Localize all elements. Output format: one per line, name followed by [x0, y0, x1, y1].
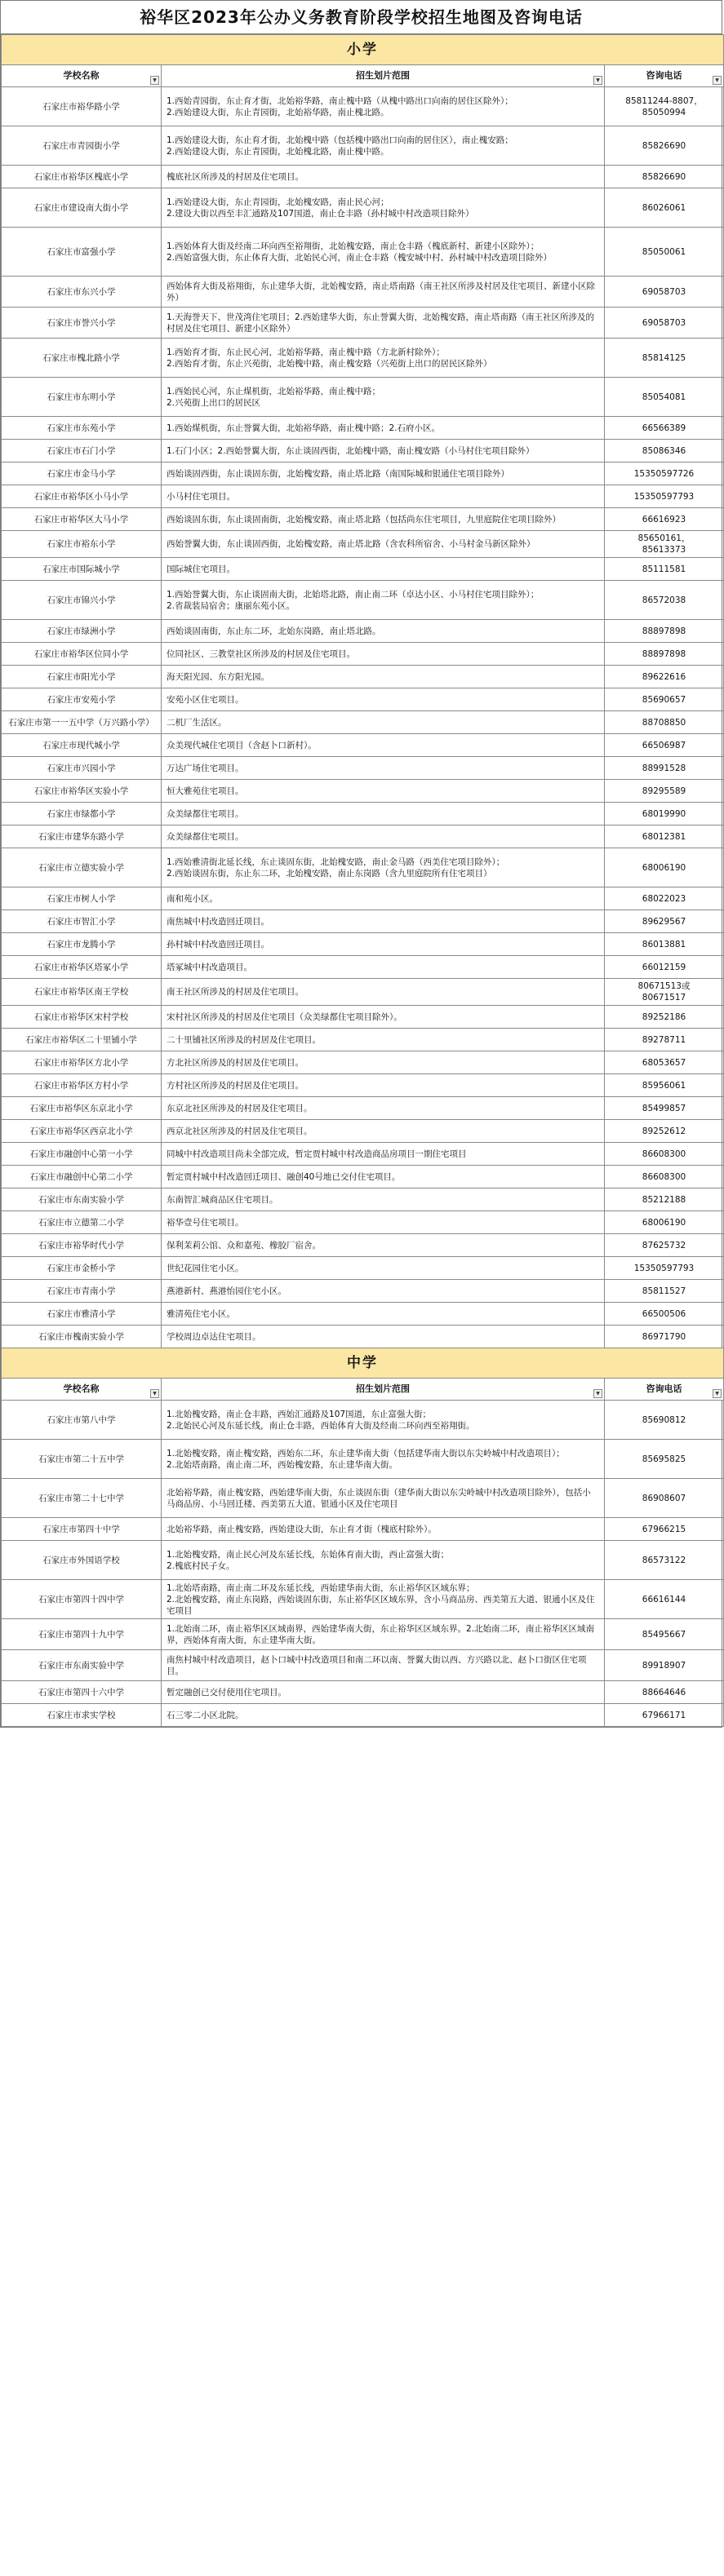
filter-dropdown-icon[interactable]: ▼: [593, 1389, 602, 1398]
admission-range-cell: 塔冢城中村改造项目。: [162, 956, 605, 979]
filter-dropdown-icon[interactable]: ▼: [150, 76, 159, 85]
school-name-cell: 石家庄市绿洲小学: [2, 620, 162, 643]
admission-range-cell: 南和苑小区。: [162, 887, 605, 910]
table-row: [2, 666, 724, 688]
table-row: [2, 1326, 724, 1348]
school-name-cell: 石家庄市锦兴小学: [2, 581, 162, 620]
school-name-cell: 石家庄市裕华时代小学: [2, 1234, 162, 1257]
school-name-cell: 石家庄市东兴小学: [2, 277, 162, 308]
school-name-cell: 石家庄市第四十九中学: [2, 1619, 162, 1650]
admission-range-cell: 东南智汇城商品区住宅项目。: [162, 1188, 605, 1211]
admission-range-cell: 方村社区所涉及的村居及住宅项目。: [162, 1074, 605, 1097]
table-row: [2, 87, 724, 126]
phone-cell: 85050061: [605, 228, 724, 277]
table-row: [2, 1234, 724, 1257]
table-row: [2, 643, 724, 666]
phone-cell: 66566389: [605, 417, 724, 440]
phone-cell: 85690812: [605, 1401, 724, 1440]
admission-range-cell: 二机厂生活区。: [162, 711, 605, 734]
phone-cell: 85495667: [605, 1619, 724, 1650]
school-name-cell: 石家庄市第四十中学: [2, 1518, 162, 1541]
table-row: [2, 485, 724, 508]
admission-range-cell: 方北社区所涉及的村居及住宅项目。: [162, 1051, 605, 1074]
column-header-row: [2, 1379, 724, 1401]
admissions-table: [1, 34, 724, 1727]
table-row: [2, 126, 724, 166]
school-name-cell: 石家庄市外国语学校: [2, 1541, 162, 1580]
admission-range-cell: 西始体育大街及裕翔街，东止建华大街，北始槐安路，南止塔南路（南王社区所涉及村居及住宅项目、新建小区除外）: [162, 277, 605, 308]
school-name-cell: 石家庄市第四十四中学: [2, 1580, 162, 1619]
school-name-cell: 石家庄市东南实验小学: [2, 1188, 162, 1211]
table-row: [2, 1166, 724, 1188]
table-row: [2, 188, 724, 228]
admission-range-cell: 1.西始誉翼大街，东止谈固南大街，北始塔北路，南止南二环（卓达小区、小马村住宅项目除外）； 2.省裁装局宿舍；康丽东苑小区。: [162, 581, 605, 620]
section-header: [2, 1348, 724, 1379]
phone-cell: 66616923: [605, 508, 724, 531]
phone-cell: 89622616: [605, 666, 724, 688]
admission-range-cell: 1.西始建设大街，东止育才街，北始槐中路（包括槐中路出口向南的居住区），南止槐安路； 2.西始建设大街，东止青园街，北始槐北路，南止槐中路。: [162, 126, 605, 166]
school-name-cell: 石家庄市青南小学: [2, 1280, 162, 1303]
table-row: [2, 979, 724, 1006]
admission-range-cell: 西始谈固西街，东止谈固东街，北始槐安路，南止塔北路（南国际城和银通住宅项目除外）: [162, 463, 605, 485]
school-name-cell: 石家庄市裕华区二十里铺小学: [2, 1029, 162, 1051]
phone-cell: 68006190: [605, 1211, 724, 1234]
table-row: [2, 1580, 724, 1619]
school-name-cell: 石家庄市绿都小学: [2, 803, 162, 825]
phone-cell: 88708850: [605, 711, 724, 734]
phone-cell: 85956061: [605, 1074, 724, 1097]
table-row: [2, 1401, 724, 1440]
phone-cell: 86573122: [605, 1541, 724, 1580]
admission-range-cell: 北始裕华路，南止槐安路，西始建设大街，东止育才街（槐底村除外）。: [162, 1518, 605, 1541]
table-row: [2, 1143, 724, 1166]
table-row: [2, 1280, 724, 1303]
admission-range-cell: 西始谈固南街，东止东二环，北始东岗路，南止塔北路。: [162, 620, 605, 643]
table-row: [2, 1650, 724, 1681]
school-name-cell: 石家庄市国际城小学: [2, 558, 162, 581]
phone-cell: 85054081: [605, 378, 724, 417]
admission-range-cell: 小马村住宅项目。: [162, 485, 605, 508]
phone-cell: 67966171: [605, 1704, 724, 1727]
section-title: 小学: [2, 35, 724, 65]
admission-range-cell: 海天阳光园、东方阳光园。: [162, 666, 605, 688]
admission-range-cell: 西始誉翼大街，东止谈固西街，北始槐安路，南止塔北路（含农科所宿舍、小马村金马新区除外）: [162, 531, 605, 558]
column-header-school: 学校名称 ▼: [2, 65, 162, 87]
phone-cell: 66506987: [605, 734, 724, 757]
school-name-cell: 石家庄市裕华区方村小学: [2, 1074, 162, 1097]
table-row: [2, 1479, 724, 1518]
admission-range-cell: 暂定贾村城中村改造回迁项目、融创40号地已交付住宅项目。: [162, 1166, 605, 1188]
admission-range-cell: 1.北始槐安路，南止槐安路，西始东二环，东止建华南大街（包括建华南大街以东尖岭城中村改造项目）； 2.北始塔南路，南止南二环，西始槐安路，东止建华南大街。: [162, 1440, 605, 1479]
table-row: [2, 757, 724, 780]
school-name-cell: 石家庄市东南实验中学: [2, 1650, 162, 1681]
phone-cell: 68006190: [605, 848, 724, 887]
admission-range-cell: 西京北社区所涉及的村居及住宅项目。: [162, 1120, 605, 1143]
school-name-cell: 石家庄市裕华区实验小学: [2, 780, 162, 803]
table-row: [2, 1619, 724, 1650]
phone-cell: 68019990: [605, 803, 724, 825]
admission-range-cell: 1.北始南二环，南止裕华区区域南界，西始建华南大街，东止裕华区区域东界。2.北始南二环，南止裕华区区域南界，西始体育南大街，东止建华南大街。: [162, 1619, 605, 1650]
table-row: [2, 780, 724, 803]
table-row: [2, 1029, 724, 1051]
admission-range-cell: 众美绿都住宅项目。: [162, 825, 605, 848]
table-row: [2, 620, 724, 643]
phone-cell: 89629567: [605, 910, 724, 933]
filter-dropdown-icon[interactable]: ▼: [593, 76, 602, 85]
phone-cell: 85814125: [605, 339, 724, 378]
phone-cell: 86026061: [605, 188, 724, 228]
admission-range-cell: 东京北社区所涉及的村居及住宅项目。: [162, 1097, 605, 1120]
table-row: [2, 378, 724, 417]
table-row: [2, 1051, 724, 1074]
table-row: [2, 166, 724, 188]
table-row: [2, 825, 724, 848]
school-name-cell: 石家庄市龙腾小学: [2, 933, 162, 956]
school-name-cell: 石家庄市智汇小学: [2, 910, 162, 933]
admission-range-cell: 世纪花园住宅小区。: [162, 1257, 605, 1280]
table-row: [2, 1704, 724, 1727]
phone-cell: 68022023: [605, 887, 724, 910]
table-row: [2, 956, 724, 979]
table-row: [2, 1006, 724, 1029]
phone-cell: 85650161， 85613373: [605, 531, 724, 558]
school-name-cell: 石家庄市第一一五中学（万兴路小学）: [2, 711, 162, 734]
school-name-cell: 石家庄市建设南大街小学: [2, 188, 162, 228]
admission-range-cell: 南焦城中村改造回迁项目。: [162, 910, 605, 933]
school-name-cell: 石家庄市金马小学: [2, 463, 162, 485]
phone-cell: 89252612: [605, 1120, 724, 1143]
table-row: [2, 1120, 724, 1143]
phone-cell: 69058703: [605, 277, 724, 308]
table-row: [2, 1541, 724, 1580]
phone-cell: 86572038: [605, 581, 724, 620]
table-row: [2, 440, 724, 463]
admission-range-cell: 雅清苑住宅小区。: [162, 1303, 605, 1326]
table-row: [2, 848, 724, 887]
school-name-cell: 石家庄市槐北路小学: [2, 339, 162, 378]
table-row: [2, 910, 724, 933]
phone-cell: 87625732: [605, 1234, 724, 1257]
phone-cell: 86608300: [605, 1166, 724, 1188]
school-name-cell: 石家庄市金桥小学: [2, 1257, 162, 1280]
admission-range-cell: 1.西始体育大街及经南二环向西至裕翔街，北始槐安路，南止仓丰路（槐底新村、新建小区除外）； 2.西始富强大街，东止体育大街，北始民心河，南止仓丰路（槐安城中村、孙村城中村改造项目除外）: [162, 228, 605, 277]
column-header-range: 招生划片范围 ▼: [162, 65, 605, 87]
table-row: [2, 1188, 724, 1211]
admission-range-cell: 二十里铺社区所涉及的村居及住宅项目。: [162, 1029, 605, 1051]
phone-cell: 85086346: [605, 440, 724, 463]
table-row: [2, 1303, 724, 1326]
page-title: 裕华区2023年公办义务教育阶段学校招生地图及咨询电话: [1, 1, 722, 34]
column-header-row: [2, 65, 724, 87]
admission-range-cell: 1.北始塔南路，南止南二环及东延长线，西始建华南大街，东止裕华区区域东界； 2.北始槐安路，南止东岗路，西始谈固东街，东止裕华区区域东界，含小马商品房、西美第五大道、银通小区及住宅项目: [162, 1580, 605, 1619]
table-row: [2, 581, 724, 620]
school-name-cell: 石家庄市第四十六中学: [2, 1681, 162, 1704]
school-name-cell: 石家庄市槐南实验小学: [2, 1326, 162, 1348]
table-row: [2, 1097, 724, 1120]
admission-range-cell: 1.北始槐安路，南止民心河及东延长线，东始体育南大街，西止富强大街； 2.槐底村民子女。: [162, 1541, 605, 1580]
school-name-cell: 石家庄市东明小学: [2, 378, 162, 417]
school-name-cell: 石家庄市树人小学: [2, 887, 162, 910]
table-row: [2, 277, 724, 308]
table-row: [2, 508, 724, 531]
table-row: [2, 734, 724, 757]
admission-range-cell: 位同社区、三教堂社区所涉及的村居及住宅项目。: [162, 643, 605, 666]
table-row: [2, 308, 724, 339]
school-name-cell: 石家庄市东苑小学: [2, 417, 162, 440]
phone-cell: 88897898: [605, 643, 724, 666]
table-row: [2, 228, 724, 277]
phone-cell: 89278711: [605, 1029, 724, 1051]
school-name-cell: 石家庄市裕华区位同小学: [2, 643, 162, 666]
admission-range-cell: 裕华壹号住宅项目。: [162, 1211, 605, 1234]
column-header-range: 招生划片范围 ▼: [162, 1379, 605, 1401]
admission-range-cell: 南焦村城中村改造项目，赵卜口城中村改造项目和南二环以南、誉翼大街以西、方兴路以北、赵卜口街区住宅项目。: [162, 1650, 605, 1681]
phone-cell: 85811527: [605, 1280, 724, 1303]
school-name-cell: 石家庄市立德实验小学: [2, 848, 162, 887]
table-row: [2, 463, 724, 485]
admission-range-cell: 1.西始煤机街，东止誉翼大街，北始裕华路，南止槐中路；2.石府小区。: [162, 417, 605, 440]
school-name-cell: 石家庄市立德第二小学: [2, 1211, 162, 1234]
admission-range-cell: 学校周边卓达住宅项目。: [162, 1326, 605, 1348]
school-name-cell: 石家庄市裕华区槐底小学: [2, 166, 162, 188]
admission-range-cell: 众美现代城住宅项目（含赵卜口新村）。: [162, 734, 605, 757]
phone-cell: 85499857: [605, 1097, 724, 1120]
phone-cell: 85811244-8807， 85050994: [605, 87, 724, 126]
table-row: [2, 688, 724, 711]
admission-range-cell: 恒大雅苑住宅项目。: [162, 780, 605, 803]
admission-range-cell: 西始谈固东街，东止谈固南街，北始槐安路，南止塔北路（包括尚东住宅项目，九里庭院住宅项目除外）: [162, 508, 605, 531]
phone-cell: 85826690: [605, 166, 724, 188]
school-name-cell: 石家庄市青园街小学: [2, 126, 162, 166]
table-row: [2, 933, 724, 956]
phone-cell: 86908607: [605, 1479, 724, 1518]
table-row: [2, 417, 724, 440]
phone-cell: 86971790: [605, 1326, 724, 1348]
phone-cell: 15350597793: [605, 1257, 724, 1280]
phone-cell: 89295589: [605, 780, 724, 803]
school-name-cell: 石家庄市裕华区南王学校: [2, 979, 162, 1006]
table-row: [2, 531, 724, 558]
admission-range-cell: 万达广场住宅项目。: [162, 757, 605, 780]
table-row: [2, 1681, 724, 1704]
admission-range-cell: 国际城住宅项目。: [162, 558, 605, 581]
table-row: [2, 339, 724, 378]
table-row: [2, 1211, 724, 1234]
school-name-cell: 石家庄市裕华区小马小学: [2, 485, 162, 508]
phone-cell: 68012381: [605, 825, 724, 848]
school-name-cell: 石家庄市誉兴小学: [2, 308, 162, 339]
admission-range-cell: 1.西始青园街，东止育才街，北始裕华路，南止槐中路（从槐中路出口向南的居住区除外）； 2.西始建设大街，东止青园街，北始裕华路，南止槐北路。: [162, 87, 605, 126]
admission-range-cell: 众美绿都住宅项目。: [162, 803, 605, 825]
school-name-cell: 石家庄市裕华区西京北小学: [2, 1120, 162, 1143]
school-name-cell: 石家庄市建华东路小学: [2, 825, 162, 848]
phone-cell: 66012159: [605, 956, 724, 979]
phone-cell: 88991528: [605, 757, 724, 780]
column-header-phone: 咨询电话 ▼: [605, 1379, 724, 1401]
table-row: [2, 558, 724, 581]
phone-cell: 85695825: [605, 1440, 724, 1479]
school-name-cell: 石家庄市雅清小学: [2, 1303, 162, 1326]
phone-cell: 89252186: [605, 1006, 724, 1029]
phone-cell: 88897898: [605, 620, 724, 643]
school-name-cell: 石家庄市融创中心第二小学: [2, 1166, 162, 1188]
phone-cell: 85826690: [605, 126, 724, 166]
phone-cell: 89918907: [605, 1650, 724, 1681]
school-name-cell: 石家庄市裕东小学: [2, 531, 162, 558]
filter-dropdown-icon[interactable]: ▼: [713, 1389, 722, 1398]
admission-range-cell: 北始裕华路，南止槐安路，西始建华南大街，东止谈固东街（建华南大街以东尖岭城中村改造项目除外），包括小马商品房、小马回迁楼、西美第五大道、银通小区及住宅项目: [162, 1479, 605, 1518]
phone-cell: 80671513或 80671517: [605, 979, 724, 1006]
school-name-cell: 石家庄市第二十五中学: [2, 1440, 162, 1479]
phone-cell: 88664646: [605, 1681, 724, 1704]
filter-dropdown-icon[interactable]: ▼: [150, 1389, 159, 1398]
phone-cell: 69058703: [605, 308, 724, 339]
phone-cell: 15350597793: [605, 485, 724, 508]
phone-cell: 85111581: [605, 558, 724, 581]
school-name-cell: 石家庄市石门小学: [2, 440, 162, 463]
admission-range-cell: 1.北始槐安路，南止仓丰路，西始汇通路及107国道，东止富强大街； 2.北始民心河及东延长线，南止仓丰路，西始体育大街及经南二环向西至裕翔街。: [162, 1401, 605, 1440]
table-row: [2, 711, 724, 734]
column-header-phone: 咨询电话 ▼: [605, 65, 724, 87]
school-name-cell: 石家庄市第二十七中学: [2, 1479, 162, 1518]
admission-range-cell: 槐底社区所涉及的村居及住宅项目。: [162, 166, 605, 188]
table-row: [2, 1440, 724, 1479]
phone-cell: 66616144: [605, 1580, 724, 1619]
admission-range-cell: 保利茉莉公馆、众和嘉苑、橡胶厂宿舍。: [162, 1234, 605, 1257]
admission-range-cell: 同城中村改造项目尚未全部完成，暂定贾村城中村改造商品房项目一期住宅项目: [162, 1143, 605, 1166]
admission-range-cell: 南王社区所涉及的村居及住宅项目。: [162, 979, 605, 1006]
school-name-cell: 石家庄市裕华区方北小学: [2, 1051, 162, 1074]
school-name-cell: 石家庄市裕华区东京北小学: [2, 1097, 162, 1120]
admission-range-cell: 1.西始育才街，东止民心河，北始裕华路，南止槐中路（方北新村除外）； 2.西始育才街，东止兴苑街，北始槐中路，南止槐安路（兴苑街上出口的居民区除外）: [162, 339, 605, 378]
admission-range-cell: 1.西始民心河，东止煤机街，北始裕华路，南止槐中路； 2.兴苑街上出口的居民区: [162, 378, 605, 417]
school-name-cell: 石家庄市裕华区宋村学校: [2, 1006, 162, 1029]
school-name-cell: 石家庄市融创中心第一小学: [2, 1143, 162, 1166]
table-row: [2, 803, 724, 825]
phone-cell: 86013881: [605, 933, 724, 956]
phone-cell: 67966215: [605, 1518, 724, 1541]
column-header-school: 学校名称 ▼: [2, 1379, 162, 1401]
admission-range-cell: 宋村社区所涉及的村居及住宅项目（众美绿都住宅项目除外）。: [162, 1006, 605, 1029]
school-name-cell: 石家庄市现代城小学: [2, 734, 162, 757]
school-name-cell: 石家庄市阳光小学: [2, 666, 162, 688]
school-name-cell: 石家庄市兴园小学: [2, 757, 162, 780]
table-row: [2, 887, 724, 910]
admission-range-cell: 1.天海誉天下、世茂湾住宅项目；2.西始建华大街，东止誉翼大街，北始槐安路，南止塔南路（南王社区所涉及的村居及住宅项目、新建小区除外）: [162, 308, 605, 339]
school-name-cell: 石家庄市裕华区塔冢小学: [2, 956, 162, 979]
school-name-cell: 石家庄市富强小学: [2, 228, 162, 277]
section-header: [2, 35, 724, 65]
admission-range-cell: 石三零二小区北院。: [162, 1704, 605, 1727]
phone-cell: 68053657: [605, 1051, 724, 1074]
phone-cell: 15350597726: [605, 463, 724, 485]
admission-range-cell: 1.西始建设大街，东止青园街，北始槐安路，南止民心河； 2.建设大街以西至丰汇通路及107国道，南止仓丰路（孙村城中村改造项目除外）: [162, 188, 605, 228]
admission-range-cell: 1.西始雅清街北延长线，东止谈固东街，北始槐安路，南止金马路（西美住宅项目除外）； 2.西始谈固东街，东止东二环，北始槐安路，南止东岗路（含九里庭院所有住宅项目）: [162, 848, 605, 887]
table-row: [2, 1518, 724, 1541]
school-name-cell: 石家庄市求实学校: [2, 1704, 162, 1727]
admission-range-cell: 安苑小区住宅项目。: [162, 688, 605, 711]
admission-range-cell: 燕港新村、燕港怡园住宅小区。: [162, 1280, 605, 1303]
table-row: [2, 1257, 724, 1280]
school-name-cell: 石家庄市安苑小学: [2, 688, 162, 711]
table-row: [2, 1074, 724, 1097]
phone-cell: 85690657: [605, 688, 724, 711]
admission-range-cell: 孙村城中村改造回迁项目。: [162, 933, 605, 956]
phone-cell: 86608300: [605, 1143, 724, 1166]
phone-cell: 85212188: [605, 1188, 724, 1211]
section-title: 中学: [2, 1348, 724, 1379]
school-name-cell: 石家庄市第八中学: [2, 1401, 162, 1440]
admission-range-cell: 1.石门小区；2.西始誉翼大街，东止谈固西街，北始槐中路，南止槐安路（小马村住宅项目除外）: [162, 440, 605, 463]
filter-dropdown-icon[interactable]: ▼: [713, 76, 722, 85]
admission-range-cell: 暂定融创已交付使用住宅项目。: [162, 1681, 605, 1704]
school-name-cell: 石家庄市裕华路小学: [2, 87, 162, 126]
phone-cell: 66500506: [605, 1303, 724, 1326]
school-name-cell: 石家庄市裕华区大马小学: [2, 508, 162, 531]
